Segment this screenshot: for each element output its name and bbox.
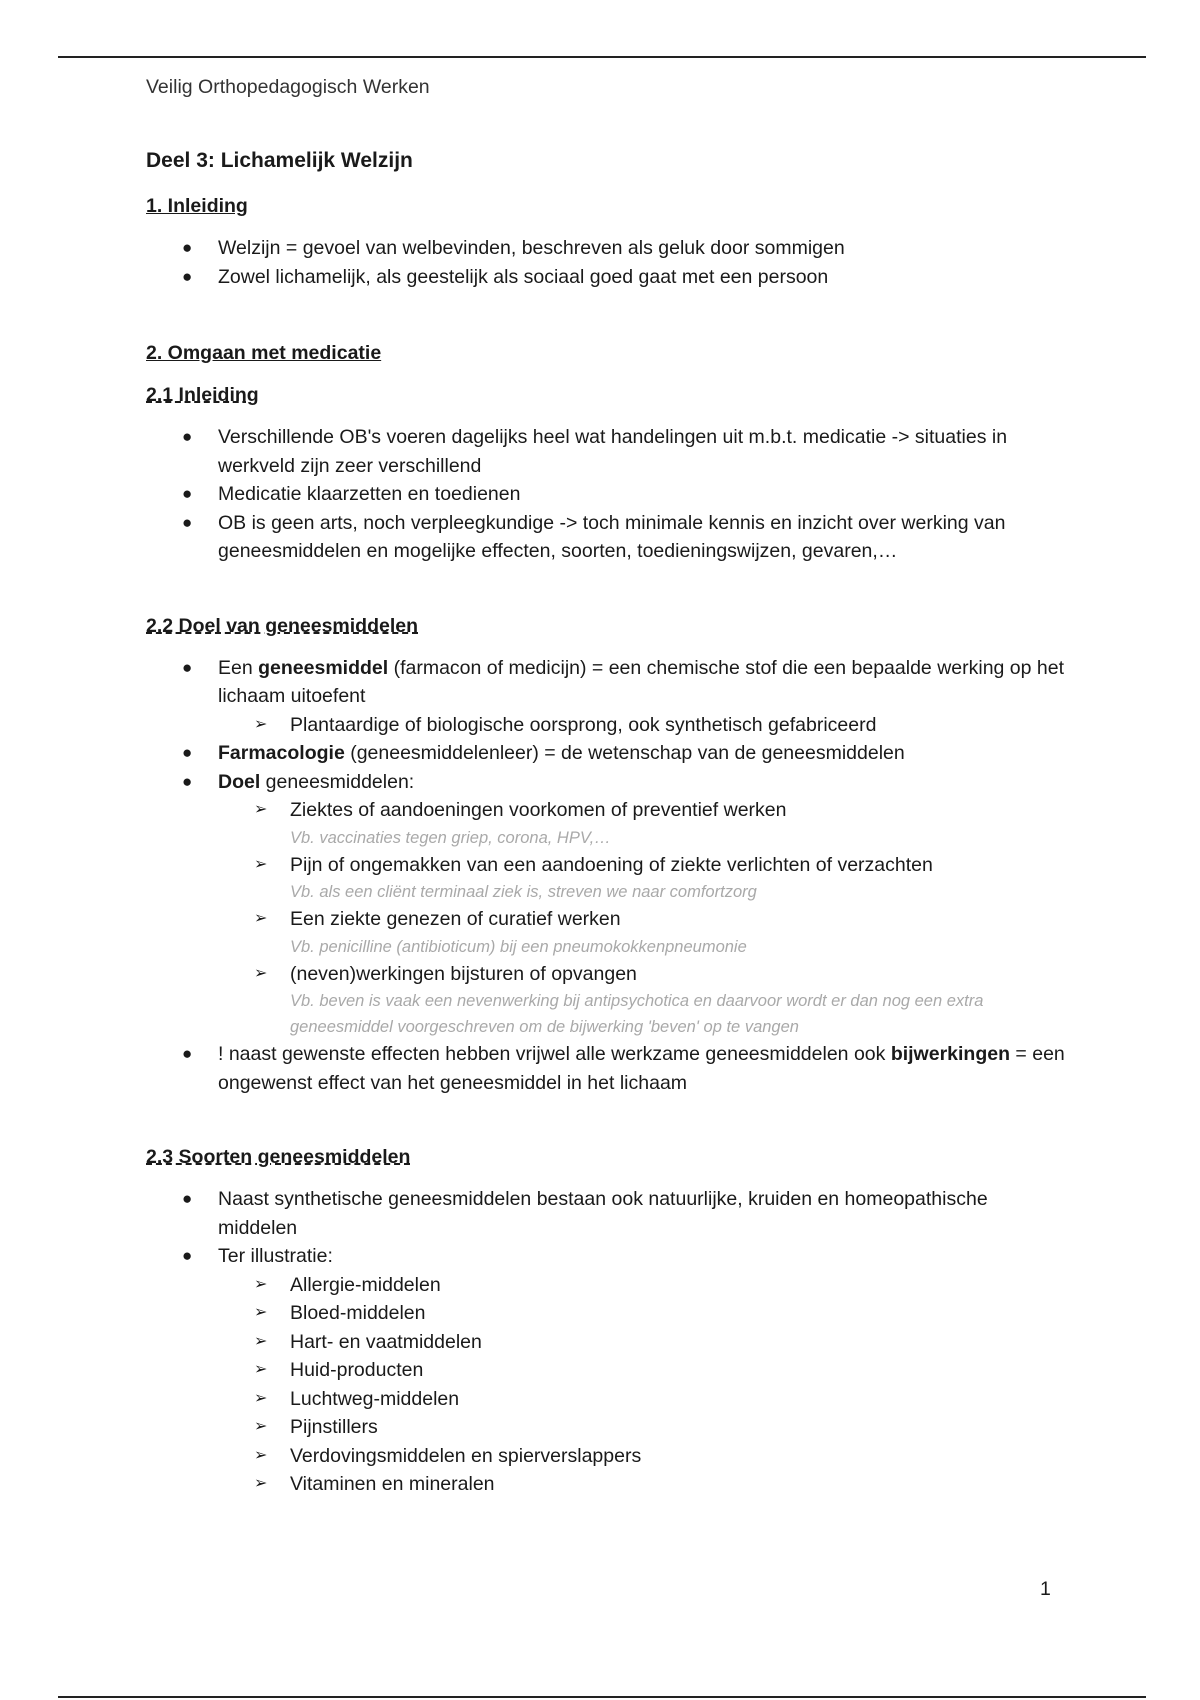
arrow-bullet-icon: ➢: [254, 1389, 268, 1407]
arrow-bullet-icon: ➢: [254, 910, 268, 927]
bullet-icon: ●: [182, 771, 193, 791]
sub-list: [218, 711, 1066, 740]
sub-list-item: ➢ Huid-producten: [218, 1356, 1066, 1385]
arrow-bullet-icon: ➢: [254, 715, 268, 733]
bullet-icon: ●: [182, 743, 193, 762]
sub-list-item: ➢ Luchtweg-middelen: [218, 1385, 1066, 1414]
list-item: ● Farmacologie (geneesmiddelenleer) = de wetenschap van de geneesmiddelen: [146, 739, 1066, 768]
sub-list-item: ➢ Ziektes of aandoeningen voorkomen of preventief werken Vb. vaccinaties tegen griep, corona, HPV,…: [218, 796, 1066, 851]
list-item: ● Zowel lichamelijk, als geestelijk als sociaal goed gaat met een persoon: [146, 263, 1066, 292]
bullet-icon: ●: [182, 657, 193, 677]
arrow-bullet-icon: ➢: [254, 1275, 268, 1293]
list-item: ● Verschillende OB's voeren dagelijks heel wat handelingen uit m.b.t. medicatie -> situaties in werkveld zijn zeer verschillend: [146, 423, 1066, 480]
bullet-icon: ●: [182, 1044, 193, 1063]
bullet-icon: ●: [182, 1189, 193, 1208]
list-item: ● Een geneesmiddel (farmacon of medicijn) = een chemische stof die een bepaalde werking op het lichaam uitoefent ➢ Plantaardige of biologische oorsprong, ook synthetisch gefabriceerd: [146, 654, 1066, 740]
section-heading-2-1: 2.1 Inleiding: [146, 384, 259, 406]
example-text: Vb. penicilline (antibioticum) bij een pneumokokkenpneumonie: [290, 937, 747, 956]
sub-list-item: ➢ Bloed-middelen: [218, 1299, 1066, 1328]
list-item: ● Doel geneesmiddelen: ➢ Ziektes of aandoeningen voorkomen of preventief werken Vb. vaccinaties tegen griep, corona, HPV,… ➢ Pijn of ongemakken van een aandoening of ziekte verlichten of verzachten Vb. als een cliënt terminaal ziek is, streven we naar comfortzorg ➢ Een ziekte genezen of curatief werken Vb. penicilline (antibioticum) bij een pneumokokkenpneumonie ➢ (neven)werkingen bijsturen of opvangen Vb. beven is vaak een nevenwerking bij antipsychotica en daarvoor wordt er dan nog een extra geneesmiddel voorgeschreven om de bijwerking 'beven' op te vangen: [146, 768, 1066, 1041]
example-text: Vb. vaccinaties tegen griep, corona, HPV,…: [290, 828, 611, 847]
document-page: [146, 72, 1066, 1499]
list-item: ● Welzijn = gevoel van welbevinden, beschreven als geluk door sommigen: [146, 234, 1066, 263]
bullet-icon: ●: [182, 484, 193, 503]
part-title: Deel 3: Lichamelijk Welzijn: [146, 149, 413, 172]
section-2-1-list: [146, 423, 1066, 566]
sub-list-item: ➢ Plantaardige of biologische oorsprong, ook synthetisch gefabriceerd: [218, 711, 1066, 740]
footer-rule: [58, 1696, 1146, 1698]
bullet-icon: ●: [182, 266, 193, 286]
example-text: Vb. beven is vaak een nevenwerking bij antipsychotica en daarvoor wordt er dan nog een extra geneesmiddel voorgeschreven om de bijwerking 'beven' op te vangen: [290, 992, 984, 1036]
section-2-3-list: [146, 1185, 1066, 1499]
sub-list-item: ➢ Pijnstillers: [218, 1413, 1066, 1442]
bullet-icon: ●: [182, 427, 193, 446]
sub-list: [218, 1271, 1066, 1499]
bullet-icon: ●: [182, 1246, 193, 1265]
running-header: Veilig Orthopedagogisch Werken: [146, 76, 430, 98]
bullet-icon: ●: [182, 512, 193, 532]
sub-list: [218, 796, 1066, 1040]
arrow-bullet-icon: ➢: [254, 1361, 268, 1378]
list-item: ● Naast synthetische geneesmiddelen bestaan ook natuurlijke, kruiden en homeopathische middelen: [146, 1185, 1066, 1242]
arrow-bullet-icon: ➢: [254, 1475, 268, 1492]
sub-list-item: ➢ (neven)werkingen bijsturen of opvangen Vb. beven is vaak een nevenwerking bij antipsychotica en daarvoor wordt er dan nog een extra geneesmiddel voorgeschreven om de bijwerking 'beven' op te vangen: [218, 960, 1066, 1041]
sub-list-item: ➢ Verdovingsmiddelen en spierverslappers: [218, 1442, 1066, 1471]
sub-list-item: ➢ Hart- en vaatmiddelen: [218, 1328, 1066, 1357]
sub-list-item: ➢ Pijn of ongemakken van een aandoening of ziekte verlichten of verzachten Vb. als een cliënt terminaal ziek is, streven we naar comfortzorg: [218, 851, 1066, 906]
section-heading-1: 1. Inleiding: [146, 195, 248, 217]
example-text: Vb. als een cliënt terminaal ziek is, streven we naar comfortzorg: [290, 883, 757, 901]
list-item: ● ! naast gewenste effecten hebben vrijwel alle werkzame geneesmiddelen ook bijwerkingen = een ongewenst effect van het geneesmiddel in het lichaam: [146, 1040, 1066, 1097]
list-item: ● Ter illustratie: ➢ Allergie-middelen ➢ Bloed-middelen ➢ Hart- en vaatmiddelen ➢ Huid-producten ➢ Luchtweg-middelen ➢ Pijnstillers ➢ Verdovingsmiddelen en spierverslappers ➢ Vitaminen en mineralen: [146, 1242, 1066, 1499]
arrow-bullet-icon: ➢: [254, 1418, 268, 1435]
arrow-bullet-icon: ➢: [254, 855, 268, 873]
arrow-bullet-icon: ➢: [254, 801, 268, 818]
sub-list-item: ➢ Vitaminen en mineralen: [218, 1470, 1066, 1499]
page-number: 1: [1040, 1578, 1051, 1600]
arrow-bullet-icon: ➢: [254, 1304, 268, 1321]
sub-list-item: ➢ Een ziekte genezen of curatief werken Vb. penicilline (antibioticum) bij een pneumokokkenpneumonie: [218, 905, 1066, 960]
list-item: ● OB is geen arts, noch verpleegkundige -> toch minimale kennis en inzicht over werking van geneesmiddelen en mogelijke effecten, soorten, toedieningswijzen, gevaren,…: [146, 509, 1066, 566]
section-1-list: [146, 234, 1066, 291]
section-2-2-list: [146, 654, 1066, 1098]
list-item: ● Medicatie klaarzetten en toedienen: [146, 480, 1066, 509]
arrow-bullet-icon: ➢: [254, 964, 268, 982]
section-heading-2-2: 2.2 Doel van geneesmiddelen: [146, 614, 419, 637]
header-rule: [58, 56, 1146, 58]
section-heading-2-3: 2.3 Soorten geneesmiddelen: [146, 1146, 411, 1168]
bullet-icon: ●: [182, 238, 193, 257]
arrow-bullet-icon: ➢: [254, 1332, 268, 1350]
arrow-bullet-icon: ➢: [254, 1446, 268, 1464]
section-heading-2: 2. Omgaan met medicatie: [146, 342, 382, 364]
sub-list-item: ➢ Allergie-middelen: [218, 1271, 1066, 1300]
